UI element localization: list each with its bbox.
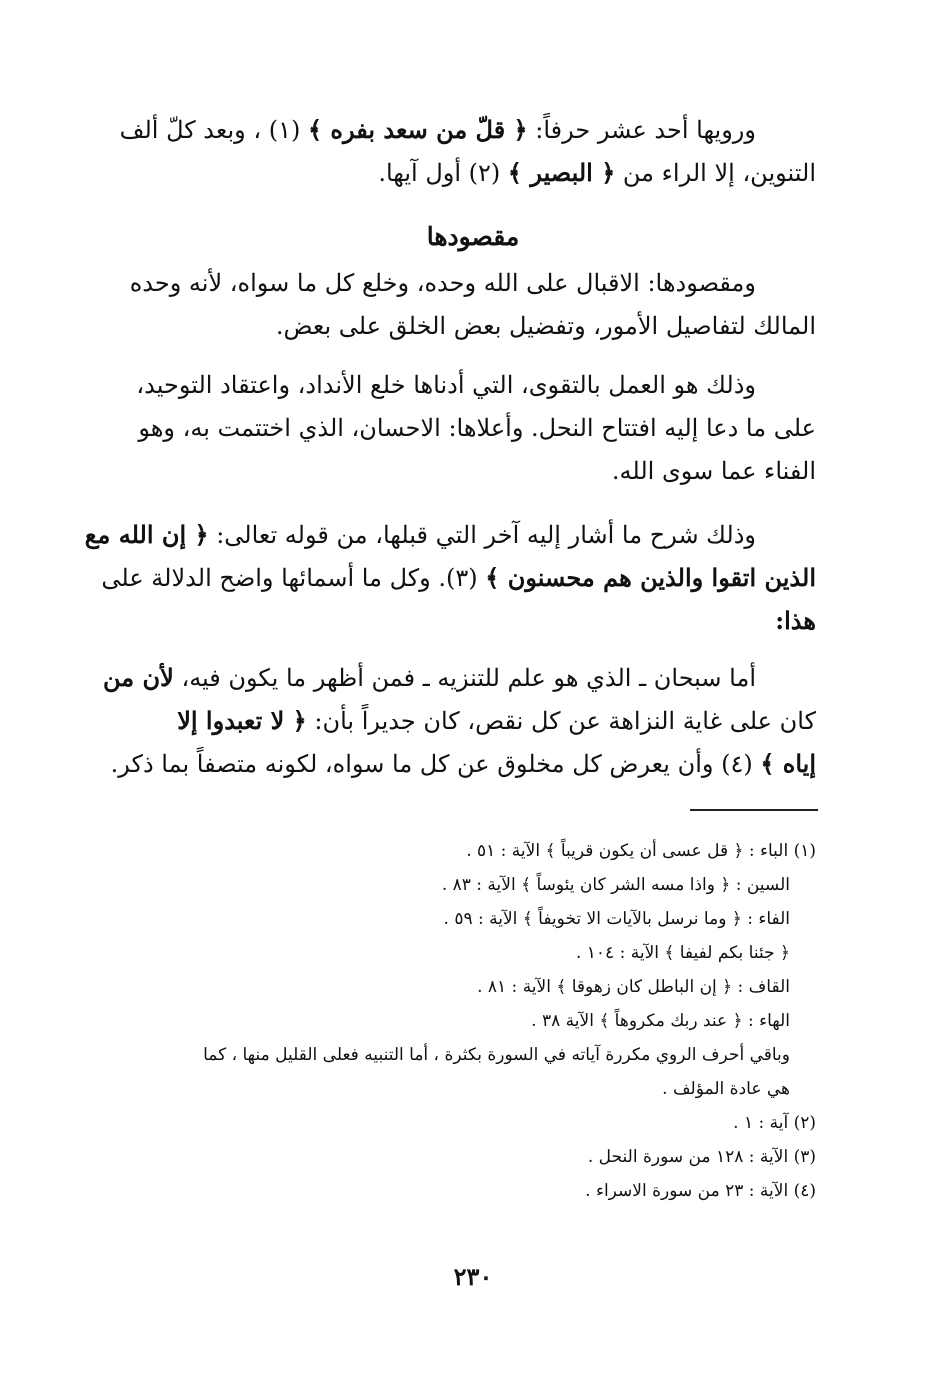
footnote-4: (٤) الآية : ٢٣ من سورة الاسراء . [585,1181,816,1201]
text-line: وذلك هو العمل بالتقوى، التي أدناها خلع الأنداد، واعتقاد التوحيد، [136,371,756,399]
page-number: ٢٣٠ [453,1262,493,1291]
footnote-2: (٢) آية : ١ . [733,1113,816,1133]
paragraph-rawi [119,108,816,194]
footnote-line: الهاء : ﴿ عند ربك مكروهاً ﴾ الآية ٣٨ . [531,1011,790,1031]
footnote-line: هي عادة المؤلف . [662,1079,790,1099]
paragraph-subhan [103,656,816,785]
text-line: كان على غاية النزاهة عن كل نقص، كان جديراً بأن: ﴿ لا تعبدوا إلا [177,706,816,735]
footnote-divider [690,809,818,811]
text-line: الذين اتقوا والذين هم محسنون ﴾ (٣). وكل ما أسمائها واضح الدلالة على [101,563,816,592]
paragraph-maqsud [126,262,816,348]
quran-quote: إياه ﴾ [760,749,816,778]
footnote-line: القاف : ﴿ إن الباطل كان زهوقا ﴾ الآية : ٨١ . [477,977,790,997]
text-line: وذلك شرح ما أشار إليه آخر التي قبلها، من قوله تعالى: ﴿ إن الله مع [84,520,756,549]
footnote-line: السين : ﴿ واذا مسه الشر كان يئوساً ﴾ الآية : ٨٣ . [441,875,790,895]
text-line: على ما دعا إليه افتتاح النحل. وأعلاها: الاحسان، الذي اختتمت به، وهو [138,414,816,442]
text-line: الفناء عما سوى الله. [611,457,816,485]
quran-quote: ﴿ لا تعبدوا إلا [177,706,307,735]
text-line: ومقصودها: الاقبال على الله وحده، وخلع كل ما سواه، لأنه وحده [129,269,756,297]
text-line: التنوين، إلا الراء من ﴿ البصير ﴾ (٢) أول آيها. [378,158,816,187]
footnote-3: (٣) الآية : ١٢٨ من سورة النحل . [587,1147,816,1167]
text-line: المالك لتفاصيل الأمور، وتفضيل بعض الخلق على بعض. [275,312,816,340]
quran-quote: الذين اتقوا والذين هم محسنون ﴾ [485,563,816,592]
footnote-1: (١) الباء : ﴿ قل عسى أن يكون قريباً ﴾ الآية : ٥١ . [466,841,816,861]
text-line: إياه ﴾ (٤) وأن يعرض كل مخلوق عن كل ما سواه، لكونه متصفاً بما ذكر. [110,749,816,778]
quran-quote: ﴿ البصير ﴾ [507,158,616,187]
text-line: هذا: [775,606,816,635]
footnote-line: وباقي أحرف الروي مكررة آياته في السورة بكثرة ، أما التنبيه فعلى القليل منها ، كما [203,1045,790,1065]
text-line: أما سبحان ـ الذي هو علم للتنزيه ـ فمن أظهر ما يكون فيه، لأن من [103,663,756,692]
quran-quote: ﴿ قلّ من سعد بفره ﴾ [308,115,528,144]
paragraph-sharh [84,513,816,642]
paragraph-taqwa [126,364,816,493]
footnotes [126,834,816,1208]
quran-quote: ﴿ إن الله مع [84,520,209,549]
footnote-line: ﴿ جئنا بكم لفيفا ﴾ الآية : ١٠٤ . [575,943,790,963]
section-heading: مقصودها [426,222,520,251]
text-line: ورويها أحد عشر حرفاً: ﴿ قلّ من سعد بفره ﴾ (١) ، وبعد كلّ ألف [119,115,756,144]
footnote-line: الفاء : ﴿ وما نرسل بالآيات الا تخويفاً ﴾ الآية : ٥٩ . [443,909,790,929]
